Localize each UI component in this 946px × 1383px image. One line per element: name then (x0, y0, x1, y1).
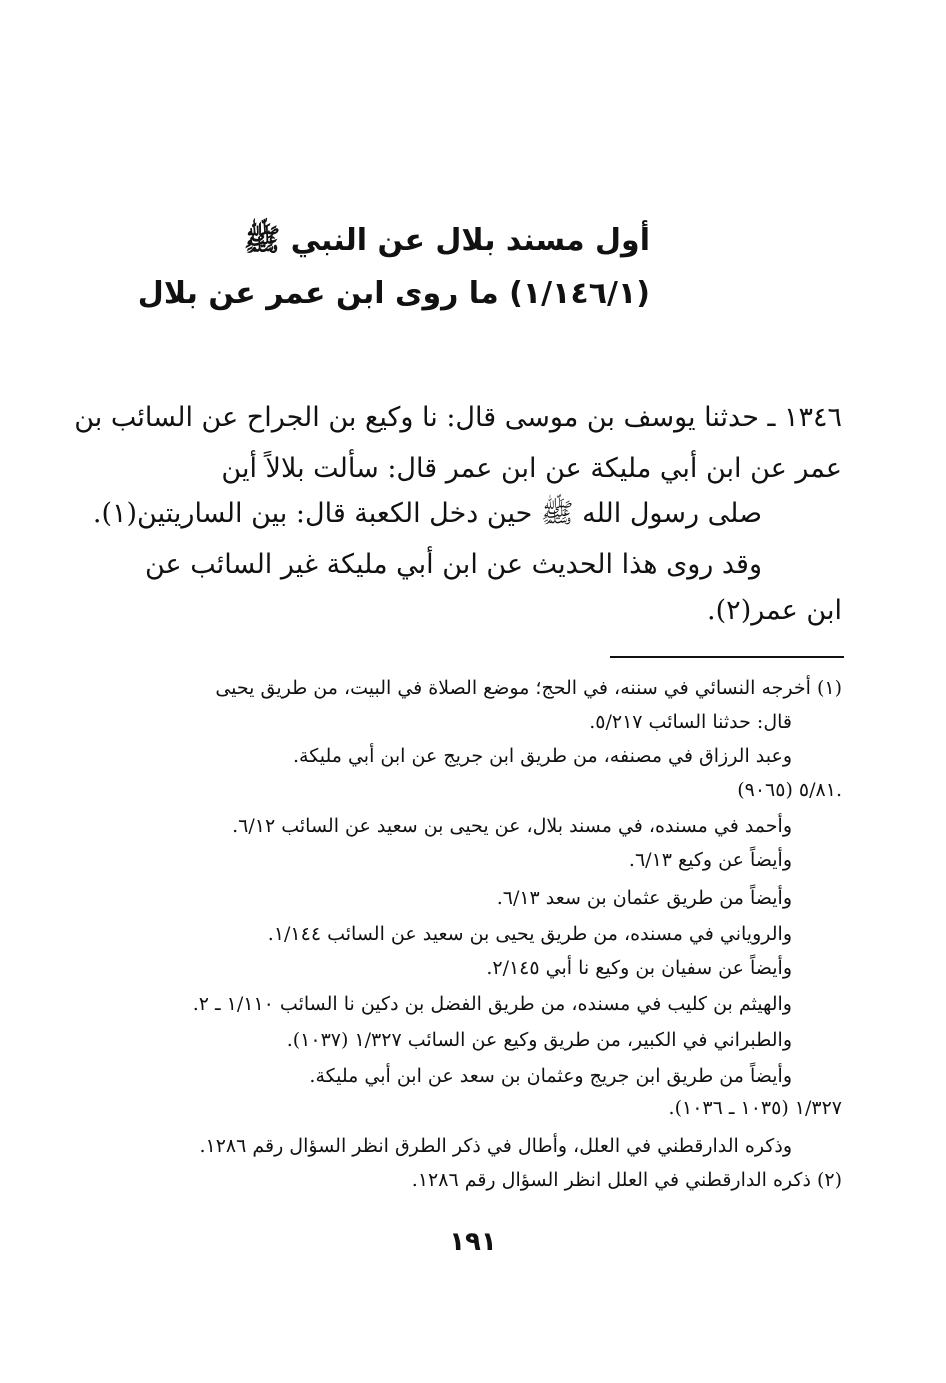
hadith-line: ١٣٤٦ ـ حدثنا يوسف بن موسى قال: نا وكيع بن الجراح عن السائب بن (74, 402, 842, 433)
footnote-line: وأيضاً عن سفيان بن وكيع نا أبي ٢/١٤٥. (486, 957, 792, 979)
footnote-line: وذكره الدارقطني في العلل، وأطال في ذكر الطرق انظر السؤال رقم ١٢٨٦. (199, 1135, 792, 1157)
footnote-line: وأيضاً عن وكيع ٦/١٣. (628, 849, 792, 871)
hadith-line: وقد روى هذا الحديث عن ابن أبي مليكة غير السائب عن (144, 549, 762, 580)
hadith-line: ابن عمر(٢). (707, 595, 842, 626)
section-title: (١/١٤٦/١) ما روى ابن عمر عن بلال (137, 276, 650, 311)
hadith-line: عمر عن ابن أبي مليكة عن ابن عمر قال: سألت بلالاً أين (221, 453, 842, 484)
chapter-title: أول مسند بلال عن النبي ﷺ (243, 223, 650, 258)
footnote-line: والهيثم بن كليب في مسنده، من طريق الفضل بن دكين نا السائب ١/١١٠ ـ ٢. (192, 993, 792, 1015)
footnote-line: ٥/٨١ (٩٠٦٥). (737, 779, 842, 801)
footnote-line: والروياني في مسنده، من طريق يحيى بن سعيد عن السائب ١/١٤٤. (267, 923, 792, 945)
footnote-line: وعبد الرزاق في مصنفه، من طريق ابن جريج عن ابن أبي مليكة. (293, 745, 792, 767)
footnote-separator (610, 656, 844, 658)
footnote-line: قال: حدثنا السائب ٥/٢١٧. (589, 711, 792, 733)
footnote-line: (١) أخرجه النسائي في سننه، في الحج؛ موضع الصلاة في البيت، من طريق يحيى (215, 677, 842, 699)
footnote-line: وأحمد في مسنده، في مسند بلال، عن يحيى بن سعيد عن السائب ٦/١٢. (232, 815, 792, 837)
hadith-line: صلى رسول الله ﷺ حين دخل الكعبة قال: بين الساريتين(١). (92, 498, 762, 529)
footnote-line: (٢) ذكره الدارقطني في العلل انظر السؤال رقم ١٢٨٦. (411, 1169, 842, 1191)
footnote-line: وأيضاً من طريق عثمان بن سعد ٦/١٣. (496, 887, 792, 909)
page-number: ١٩١ (449, 1227, 497, 1257)
footnote-line: ١/٣٢٧ (١٠٣٥ ـ ١٠٣٦). (668, 1097, 842, 1119)
footnote-line: والطبراني في الكبير، من طريق وكيع عن السائب ١/٣٢٧ (١٠٣٧). (286, 1029, 792, 1051)
footnote-line: وأيضاً من طريق ابن جريج وعثمان بن سعد عن ابن أبي مليكة. (309, 1065, 792, 1087)
